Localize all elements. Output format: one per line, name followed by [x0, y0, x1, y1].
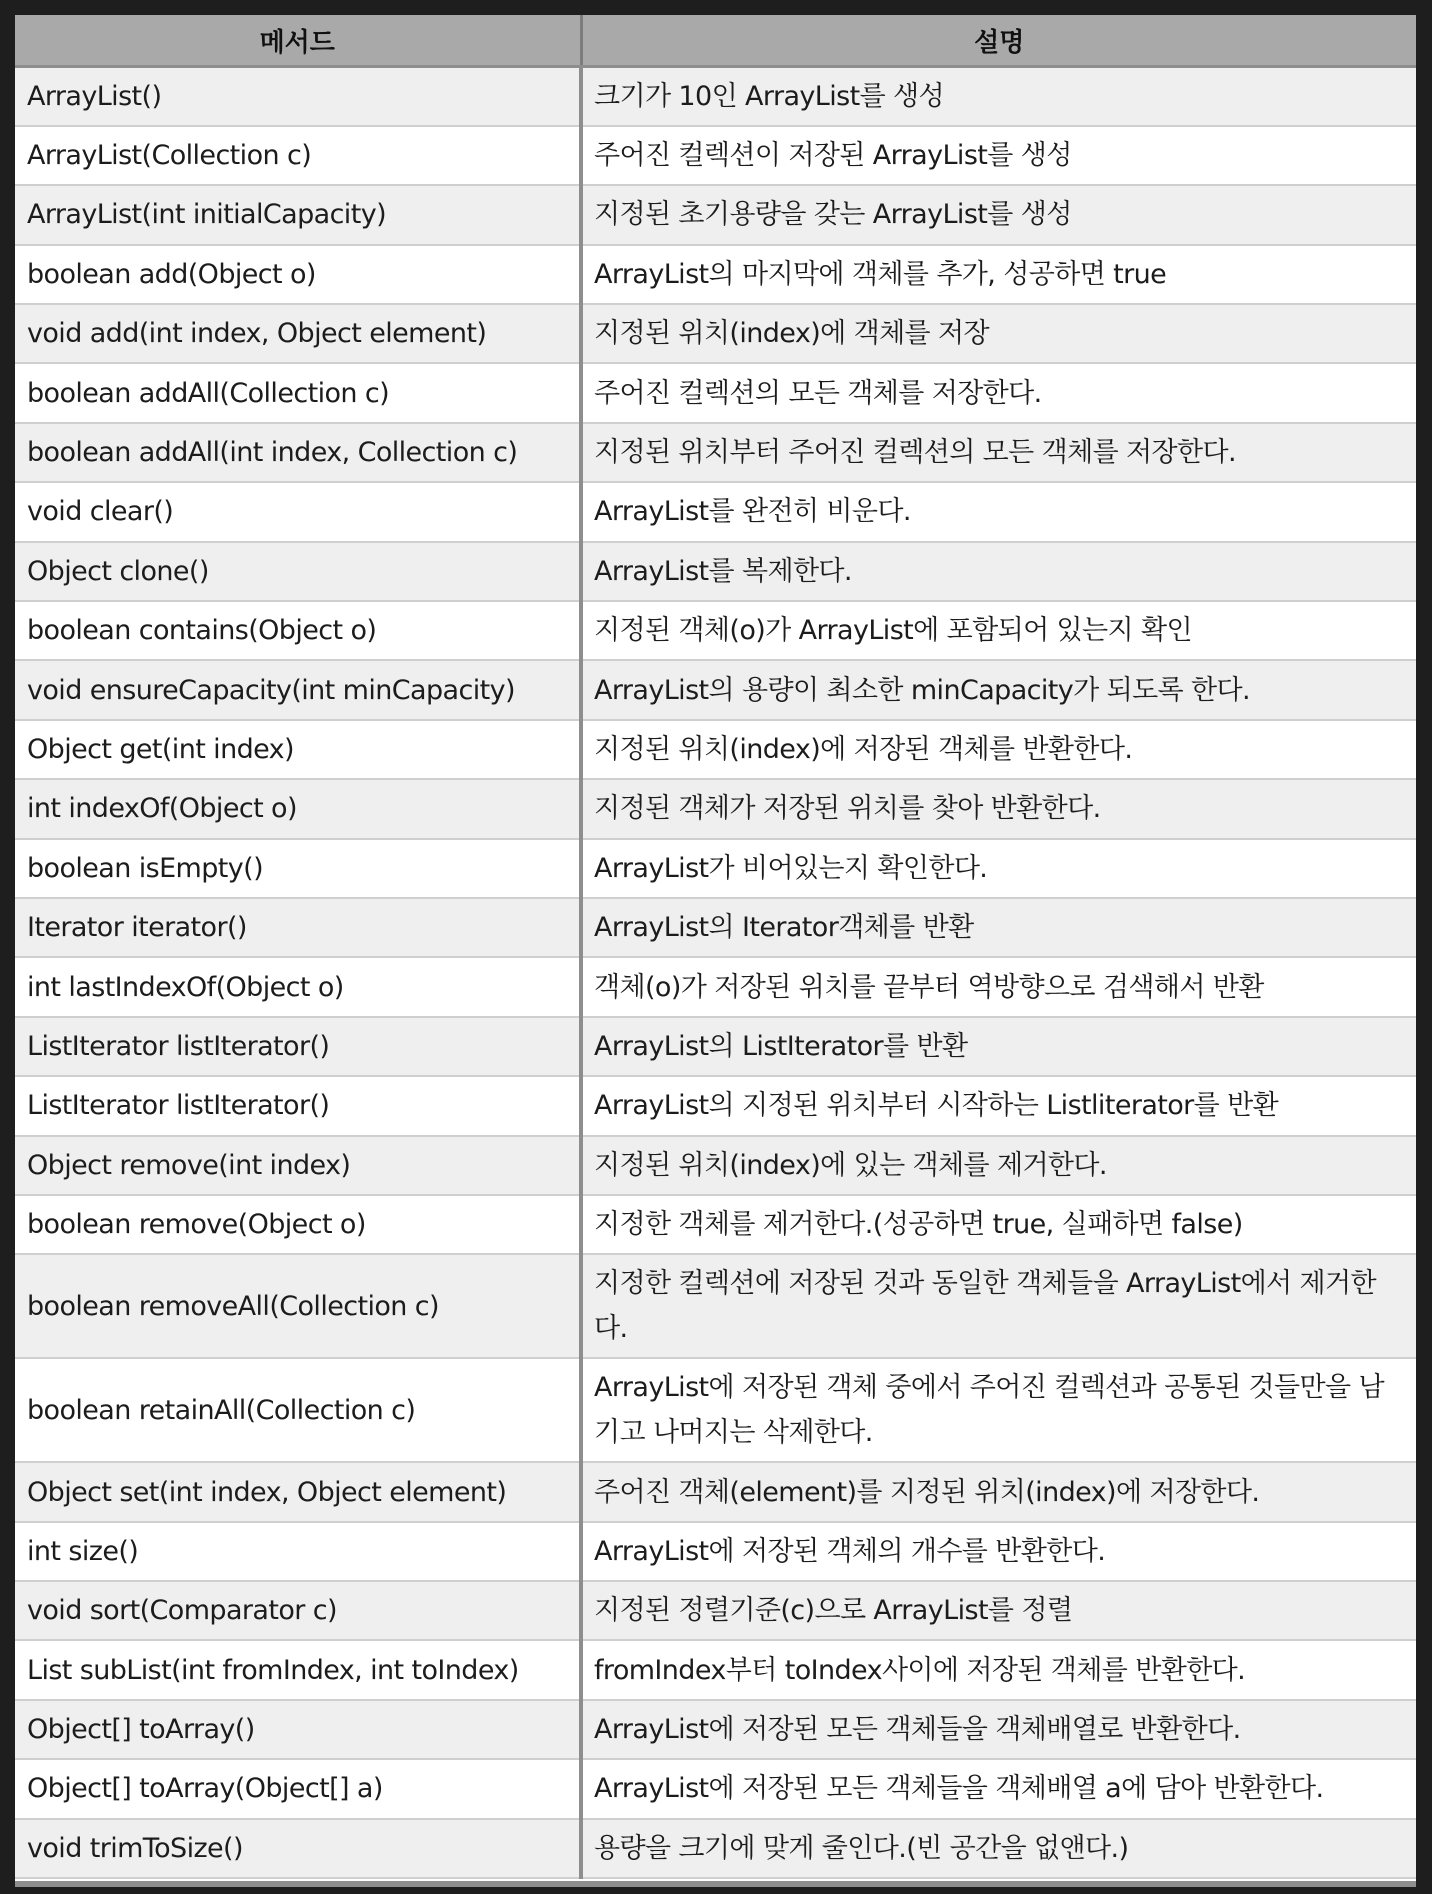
table-row — [15, 1358, 1416, 1462]
table-row — [15, 67, 1416, 126]
table-row — [15, 1462, 1416, 1521]
table-row — [15, 1819, 1416, 1878]
description-cell: ArrayList의 ListIterator를 반환 — [581, 1017, 1416, 1076]
description-cell: ArrayList의 지정된 위치부터 시작하는 Listliterator를 반환 — [581, 1076, 1416, 1135]
method-cell: Object set(int index, Object element) — [15, 1462, 581, 1521]
method-cell: boolean add(Object o) — [15, 245, 581, 304]
method-cell: boolean retainAll(Collection c) — [15, 1358, 581, 1462]
method-cell: ListIterator listIterator() — [15, 1076, 581, 1135]
description-cell: ArrayList를 복제한다. — [581, 542, 1416, 601]
description-cell: ArrayList에 저장된 객체 중에서 주어진 컬렉션과 공통된 것들만을 남기고 나머지는 삭제한다. — [581, 1358, 1416, 1462]
method-cell: List subList(int fromIndex, int toIndex) — [15, 1640, 581, 1699]
table-row — [15, 304, 1416, 363]
table-body — [15, 67, 1416, 1879]
method-cell: void add(int index, Object element) — [15, 304, 581, 363]
method-cell: void sort(Comparator c) — [15, 1581, 581, 1640]
table-row — [15, 1640, 1416, 1699]
description-cell: ArrayList의 마지막에 객체를 추가, 성공하면 true — [581, 245, 1416, 304]
method-cell: boolean remove(Object o) — [15, 1195, 581, 1254]
method-cell: ListIterator listIterator() — [15, 1017, 581, 1076]
method-cell: int size() — [15, 1522, 581, 1581]
description-cell: 지정한 객체를 제거한다.(성공하면 true, 실패하면 false) — [581, 1195, 1416, 1254]
method-cell: Object[] toArray(Object[] a) — [15, 1759, 581, 1818]
table-row — [15, 779, 1416, 838]
table-row — [15, 1076, 1416, 1135]
table-row — [15, 363, 1416, 422]
arraylist-methods-table — [15, 15, 1416, 1879]
method-cell: int indexOf(Object o) — [15, 779, 581, 838]
table-row — [15, 1195, 1416, 1254]
header-method: 메서드 — [15, 15, 581, 67]
description-cell: 지정된 객체가 저장된 위치를 찾아 반환한다. — [581, 779, 1416, 838]
description-cell: 객체(o)가 저장된 위치를 끝부터 역방향으로 검색해서 반환 — [581, 957, 1416, 1016]
method-cell: Object clone() — [15, 542, 581, 601]
description-cell: 주어진 컬렉션의 모든 객체를 저장한다. — [581, 363, 1416, 422]
description-cell: 지정된 객체(o)가 ArrayList에 포함되어 있는지 확인 — [581, 601, 1416, 660]
table-row — [15, 720, 1416, 779]
table-row — [15, 542, 1416, 601]
table-row — [15, 185, 1416, 244]
description-cell: ArrayList를 완전히 비운다. — [581, 482, 1416, 541]
description-cell: 크기가 10인 ArrayList를 생성 — [581, 67, 1416, 126]
method-cell: Iterator iterator() — [15, 898, 581, 957]
method-cell: ArrayList(int initialCapacity) — [15, 185, 581, 244]
table-row — [15, 957, 1416, 1016]
header-description: 설명 — [581, 15, 1416, 67]
method-cell: boolean addAll(int index, Collection c) — [15, 423, 581, 482]
description-cell: ArrayList의 용량이 최소한 minCapacity가 되도록 한다. — [581, 660, 1416, 719]
method-cell: boolean isEmpty() — [15, 839, 581, 898]
method-cell: ArrayList() — [15, 67, 581, 126]
description-cell: 지정된 초기용량을 갖는 ArrayList를 생성 — [581, 185, 1416, 244]
table-row — [15, 1759, 1416, 1818]
table-row — [15, 482, 1416, 541]
table-row — [15, 1136, 1416, 1195]
description-cell: ArrayList의 Iterator객체를 반환 — [581, 898, 1416, 957]
table-row — [15, 1017, 1416, 1076]
description-cell: fromIndex부터 toIndex사이에 저장된 객체를 반환한다. — [581, 1640, 1416, 1699]
method-cell: Object get(int index) — [15, 720, 581, 779]
method-cell: Object[] toArray() — [15, 1700, 581, 1759]
table-row — [15, 1522, 1416, 1581]
description-cell: 지정된 정렬기준(c)으로 ArrayList를 정렬 — [581, 1581, 1416, 1640]
table-row — [15, 1581, 1416, 1640]
table-row — [15, 423, 1416, 482]
description-cell: 용량을 크기에 맞게 줄인다.(빈 공간을 없앤다.) — [581, 1819, 1416, 1878]
table-row — [15, 660, 1416, 719]
table-row — [15, 1254, 1416, 1358]
method-cell: void ensureCapacity(int minCapacity) — [15, 660, 581, 719]
arraylist-methods-table-frame — [15, 15, 1416, 1881]
description-cell: 지정된 위치(index)에 저장된 객체를 반환한다. — [581, 720, 1416, 779]
description-cell: 지정한 컬렉션에 저장된 것과 동일한 객체들을 ArrayList에서 제거한다. — [581, 1254, 1416, 1358]
description-cell: ArrayList에 저장된 모든 객체들을 객체배열로 반환한다. — [581, 1700, 1416, 1759]
description-cell: ArrayList에 저장된 객체의 개수를 반환한다. — [581, 1522, 1416, 1581]
description-cell: 주어진 컬렉션이 저장된 ArrayList를 생성 — [581, 126, 1416, 185]
table-row — [15, 126, 1416, 185]
table-row — [15, 1700, 1416, 1759]
method-cell: int lastIndexOf(Object o) — [15, 957, 581, 1016]
method-cell: boolean removeAll(Collection c) — [15, 1254, 581, 1358]
method-cell: Object remove(int index) — [15, 1136, 581, 1195]
table-row — [15, 245, 1416, 304]
method-cell: boolean addAll(Collection c) — [15, 363, 581, 422]
description-cell: 주어진 객체(element)를 지정된 위치(index)에 저장한다. — [581, 1462, 1416, 1521]
description-cell: 지정된 위치(index)에 객체를 저장 — [581, 304, 1416, 363]
method-cell: boolean contains(Object o) — [15, 601, 581, 660]
description-cell: ArrayList가 비어있는지 확인한다. — [581, 839, 1416, 898]
table-header-row — [15, 15, 1416, 67]
table-row — [15, 601, 1416, 660]
description-cell: 지정된 위치부터 주어진 컬렉션의 모든 객체를 저장한다. — [581, 423, 1416, 482]
method-cell: void clear() — [15, 482, 581, 541]
table-row — [15, 898, 1416, 957]
description-cell: ArrayList에 저장된 모든 객체들을 객체배열 a에 담아 반환한다. — [581, 1759, 1416, 1818]
method-cell: ArrayList(Collection c) — [15, 126, 581, 185]
method-cell: void trimToSize() — [15, 1819, 581, 1878]
description-cell: 지정된 위치(index)에 있는 객체를 제거한다. — [581, 1136, 1416, 1195]
table-row — [15, 839, 1416, 898]
table-bottom-border — [15, 1881, 1416, 1887]
